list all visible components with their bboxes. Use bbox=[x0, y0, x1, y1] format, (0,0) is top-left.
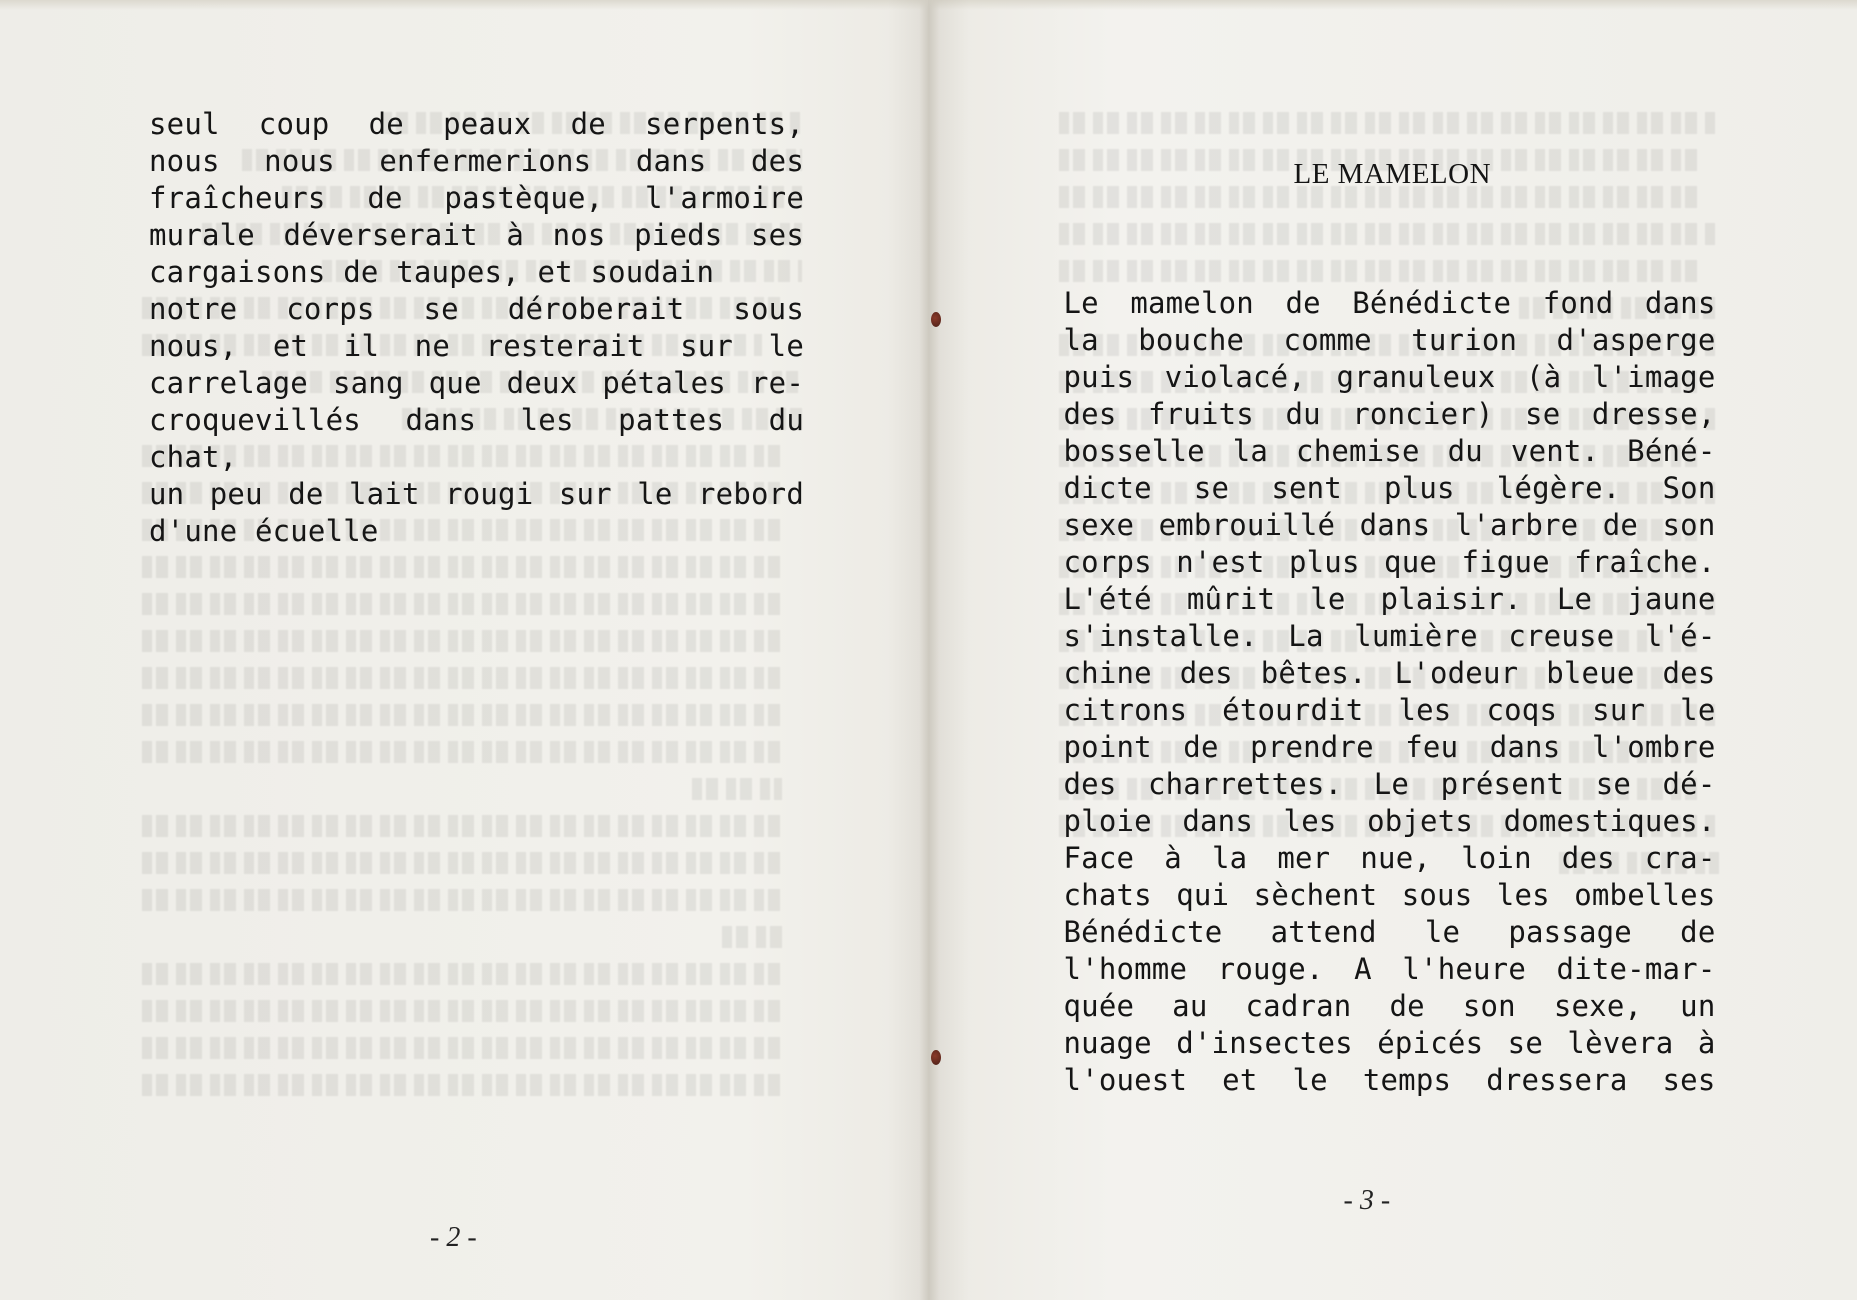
text-line: L'été mûrit le plaisir. Le jaune bbox=[1063, 582, 1716, 616]
text-line: Bénédicte attend le passage de bbox=[1063, 915, 1716, 949]
prose-text bbox=[1064, 285, 1716, 1099]
text-line: nuage d'insectes épicés se lèvera à bbox=[1063, 1026, 1716, 1060]
poem-text bbox=[149, 106, 804, 550]
gutter-shadow bbox=[888, 0, 928, 1300]
text-line: des charrettes. Le présent se dé- bbox=[1063, 767, 1716, 801]
text-line: nous, et il ne resterait sur le bbox=[149, 329, 804, 363]
text-line: point de prendre feu dans l'ombre bbox=[1063, 730, 1716, 764]
text-line: l'ouest et le temps dressera ses bbox=[1063, 1063, 1716, 1097]
text-line: ploie dans les objets domestiques. bbox=[1063, 804, 1716, 838]
text-line: d'une écuelle bbox=[149, 514, 379, 548]
page-number: - 3 - bbox=[1343, 1185, 1391, 1216]
text-line: Le mamelon de Bénédicte fond dans bbox=[1063, 286, 1716, 320]
text-line: chine des bêtes. L'odeur bleue des bbox=[1063, 656, 1716, 690]
right-page bbox=[929, 0, 1857, 1300]
text-line: Face à la mer nue, loin des cra- bbox=[1063, 841, 1716, 875]
staple-mark bbox=[931, 1050, 941, 1065]
staple-mark bbox=[931, 312, 941, 327]
text-line: chats qui sèchent sous les ombelles bbox=[1063, 878, 1716, 912]
page-top-edge bbox=[929, 0, 1857, 10]
text-line: quée au cadran de son sexe, un bbox=[1063, 989, 1716, 1023]
text-line: citrons étourdit les coqs sur le bbox=[1063, 693, 1716, 727]
gutter-shadow bbox=[929, 0, 969, 1300]
text-line: murale déverserait à nos pieds ses bbox=[149, 218, 804, 252]
text-line: notre corps se déroberait sous bbox=[149, 292, 804, 326]
text-line: un peu de lait rougi sur le rebord bbox=[149, 477, 804, 511]
text-line: sexe embrouillé dans l'arbre de son bbox=[1063, 508, 1716, 542]
text-line: la bouche comme turion d'asperge bbox=[1063, 323, 1716, 357]
text-line: croquevillés dans les pattes du bbox=[149, 403, 804, 437]
text-line: seul coup de peaux de serpents, bbox=[149, 107, 804, 141]
text-line: dicte se sent plus légère. Son bbox=[1063, 471, 1716, 505]
text-line: chat, bbox=[149, 440, 238, 474]
text-line: nous nous enfermerions dans des bbox=[149, 144, 804, 178]
page-top-edge bbox=[0, 0, 928, 10]
text-line: carrelage sang que deux pétales re- bbox=[149, 366, 804, 400]
text-line: bosselle la chemise du vent. Béné- bbox=[1063, 434, 1716, 468]
page-title: LE MAMELON bbox=[1293, 158, 1492, 190]
text-line: des fruits du roncier) se dresse, bbox=[1063, 397, 1716, 431]
text-line: fraîcheurs de pastèque, l'armoire bbox=[149, 181, 804, 215]
text-line: l'homme rouge. A l'heure dite-mar- bbox=[1063, 952, 1716, 986]
text-line: s'installe. La lumière creuse l'é- bbox=[1063, 619, 1716, 653]
text-line: cargaisons de taupes, et soudain bbox=[149, 255, 715, 289]
page-number: - 2 - bbox=[430, 1222, 477, 1253]
text-line: puis violacé, granuleux (à l'image bbox=[1063, 360, 1716, 394]
text-line: corps n'est plus que figue fraîche. bbox=[1063, 545, 1716, 579]
